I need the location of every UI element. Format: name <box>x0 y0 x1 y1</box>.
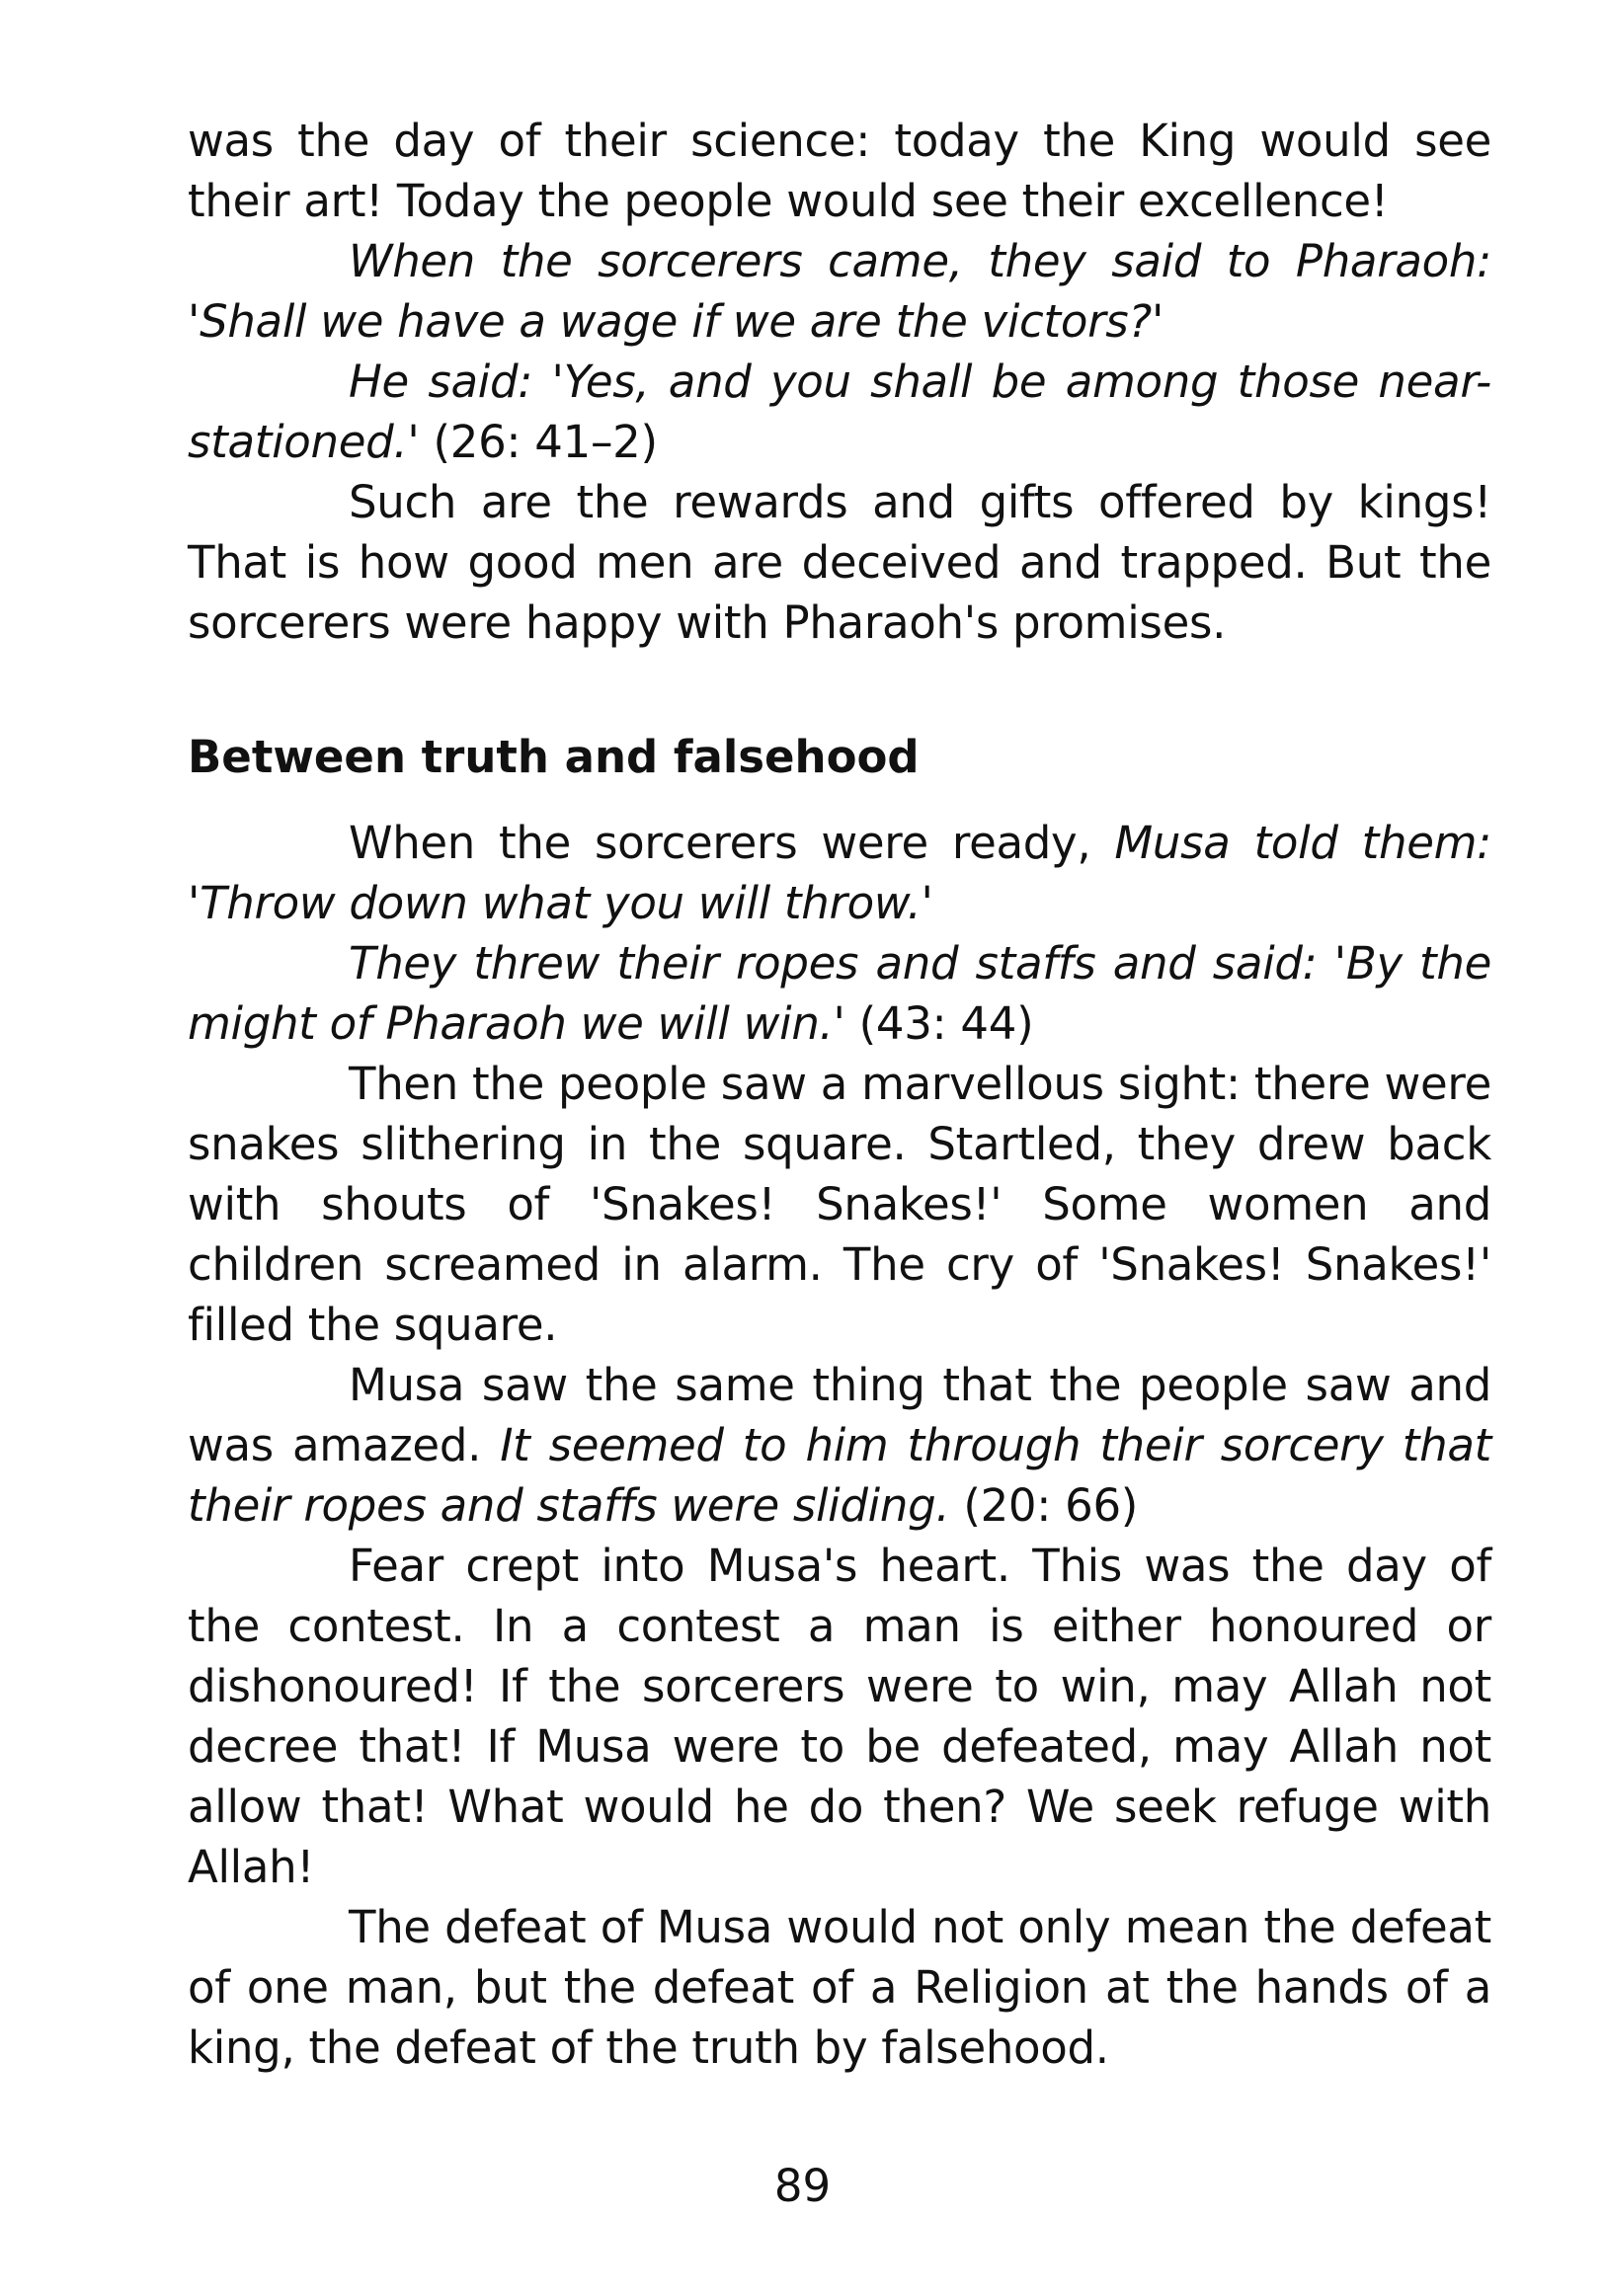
body-text: (26: 41–2) <box>419 416 658 468</box>
paragraph-group-top <box>188 111 1491 653</box>
paragraph <box>188 813 1491 933</box>
body-text: Fear crept into Musa's heart. This was the day of the contest. In a contest a man is either honoured or dishonoured! If the sorcerers were to win, may Allah not decree that! If Musa were to be defeated, may Allah not allow that! What would he do then? We seek refuge with Allah! <box>188 1540 1491 1893</box>
book-page <box>188 111 1491 2078</box>
body-text: The defeat of Musa would not only mean the defeat of one man, but the defeat of a Religion at the hands of a king, the defeat of the truth by falsehood. <box>188 1901 1491 2074</box>
paragraph <box>188 933 1491 1054</box>
body-text: (43: 44) <box>844 997 1034 1050</box>
body-text: Such are the rewards and gifts offered by kings! That is how good men are deceived and trapped. But the sorcerers were happy with Pharaoh's promises. <box>188 476 1491 649</box>
body-text: When the sorcerers were ready, <box>349 817 1115 869</box>
section-heading: Between truth and falsehood <box>188 731 920 783</box>
paragraph <box>188 352 1491 472</box>
paragraph <box>188 1054 1491 1355</box>
paragraph <box>188 111 1491 231</box>
italic-quote-text: He said: 'Yes, and you shall be among those near-stationed.' <box>188 356 1491 468</box>
body-text: Musa saw the same thing that the people saw and was amazed. <box>188 1359 1491 1471</box>
paragraph-group-bottom <box>188 813 1491 2078</box>
section-gap <box>188 653 1491 727</box>
paragraph <box>188 472 1491 653</box>
paragraph <box>188 231 1491 352</box>
italic-quote-text: They threw their ropes and staffs and said: 'By the might of Pharaoh we will win.' <box>188 937 1491 1050</box>
paragraph <box>188 1355 1491 1536</box>
page-number: 89 <box>773 2160 832 2212</box>
paragraph <box>188 1536 1491 1897</box>
body-text: Then the people saw a marvellous sight: there were snakes slithering in the square. Startled, they drew back with shouts of 'Snakes! Snakes!' Some women and children screamed in alarm. The cry of 'Snakes! Snakes!' filled the square. <box>188 1058 1491 1351</box>
heading-gap <box>188 787 1491 813</box>
body-text: (20: 66) <box>949 1479 1139 1532</box>
body-text: was the day of their science: today the King would see their art! Today the people would see their excellence! <box>188 115 1491 227</box>
italic-quote-text: Musa told them: 'Throw down what you will throw.' <box>188 817 1491 929</box>
italic-quote-text: It seemed to him through their sorcery that their ropes and staffs were sliding. <box>188 1419 1491 1532</box>
italic-quote-text: When the sorcerers came, they said to Pharaoh: 'Shall we have a wage if we are the victors?' <box>188 235 1491 348</box>
paragraph <box>188 1897 1491 2078</box>
